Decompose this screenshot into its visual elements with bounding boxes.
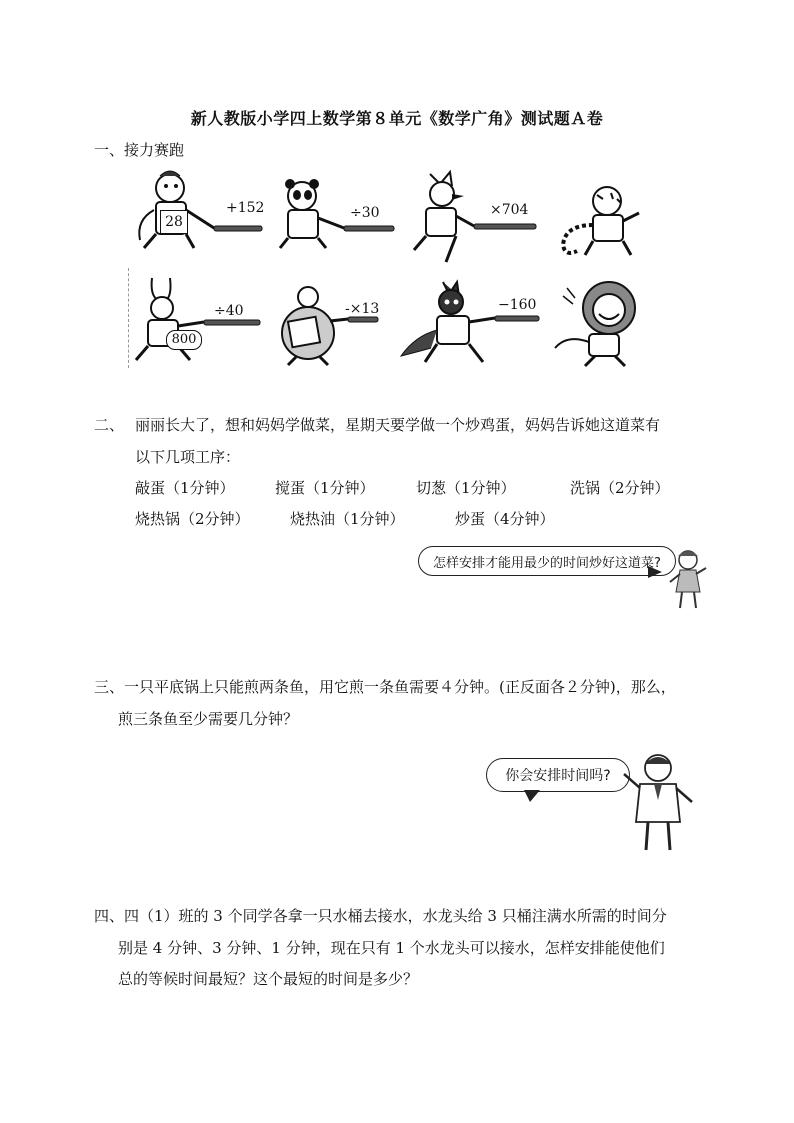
runner-panda xyxy=(274,178,404,248)
q1-heading: 一、接力赛跑 xyxy=(94,141,185,159)
runner-bird xyxy=(410,170,550,265)
fox-illustration xyxy=(395,278,545,368)
runner-turtle xyxy=(268,285,398,365)
q2-bubble-tail xyxy=(648,566,662,578)
runner-lion xyxy=(545,278,655,368)
girl-figure xyxy=(668,548,708,610)
boy-illustration xyxy=(616,752,700,852)
q2-step: 洗锅（2分钟） xyxy=(570,479,670,497)
q2-number: 二、 xyxy=(94,416,125,434)
q2-step: 炒蛋（4分钟） xyxy=(455,510,555,528)
lion-illustration xyxy=(545,278,655,368)
q3-text-line1: 三、一只平底锅上只能煎两条鱼，用它煎一条鱼需要４分钟。(正反面各２分钟)，那么， xyxy=(94,678,676,696)
rabbit-illustration xyxy=(132,278,272,363)
monkey-bib: 28 xyxy=(160,210,188,234)
panda-illustration xyxy=(274,178,404,248)
page-title: 新人教版小学四上数学第８单元《数学广角》测试题Ａ卷 xyxy=(190,109,604,128)
q2-text-line1: 丽丽长大了，想和妈妈学做菜，星期天要学做一个炒鸡蛋，妈妈告诉她这道菜有 xyxy=(135,416,661,434)
girl-illustration xyxy=(668,548,708,610)
q2-step: 烧热锅（2分钟） xyxy=(135,510,250,528)
tiger-illustration xyxy=(555,185,645,260)
op-plus-152: +152 xyxy=(226,200,265,216)
q2-text-line2: 以下几项工序： xyxy=(135,448,241,466)
row-divider xyxy=(128,268,130,368)
q2-step: 敲蛋（1分钟） xyxy=(135,479,235,497)
q2-step: 搅蛋（1分钟） xyxy=(275,479,375,497)
q2-speech-bubble: 怎样安排才能用最少的时间炒好这道菜? xyxy=(418,546,676,576)
op-divide-40: ÷40 xyxy=(214,303,244,319)
q2-step: 切葱（1分钟） xyxy=(416,479,516,497)
boy-figure xyxy=(616,752,700,852)
runner-fox xyxy=(395,278,545,368)
q3-text-line2: 煎三条鱼至少需要几分钟？ xyxy=(118,710,299,728)
op-times-704: ×704 xyxy=(490,202,529,218)
q4-text-line2: 别是 4 分钟、3 分钟、1 分钟，现在只有 1 个水龙头可以接水，怎样安排能使他们 xyxy=(118,939,665,957)
op-times-13: -×13 xyxy=(345,301,380,317)
q3-bubble-tail xyxy=(524,790,540,802)
runner-tiger xyxy=(555,185,645,260)
q3-speech-bubble: 你会安排时间吗? xyxy=(486,758,630,792)
rabbit-bib: 800 xyxy=(166,330,202,350)
bird-illustration xyxy=(410,170,550,265)
q4-text-line3: 总的等候时间最短？这个最短的时间是多少？ xyxy=(118,970,419,988)
turtle-illustration xyxy=(268,285,398,365)
q2-step: 烧热油（1分钟） xyxy=(290,510,405,528)
runner-rabbit xyxy=(132,278,272,363)
op-minus-160: −160 xyxy=(498,297,537,313)
op-divide-30: ÷30 xyxy=(350,205,380,221)
q4-text-line1: 四、四（1）班的 3 个同学各拿一只水桶去接水，水龙头给 3 只桶注满水所需的时间分 xyxy=(94,907,667,925)
